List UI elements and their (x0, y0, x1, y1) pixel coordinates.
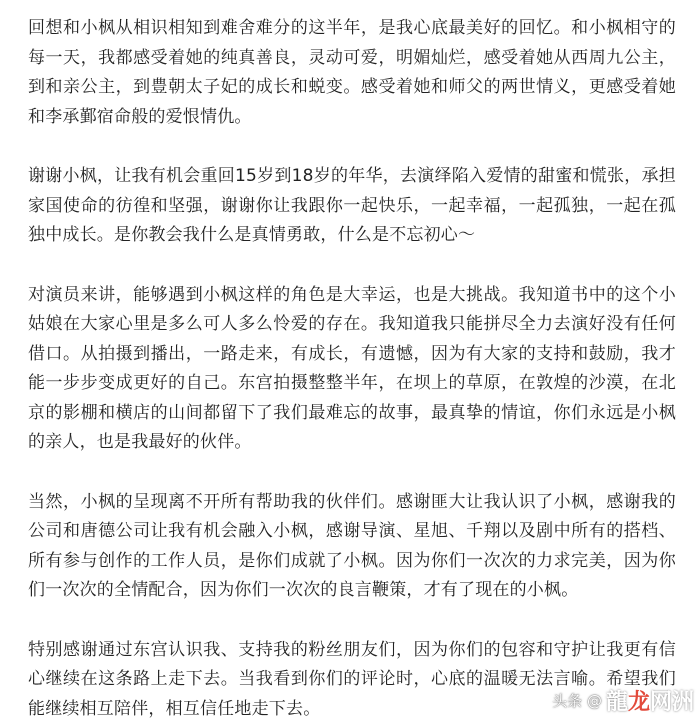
watermark-prefix: 头条 @ (552, 692, 602, 710)
paragraph-2: 谢谢小枫，让我有机会重回15岁到18岁的年华，去演绎陷入爱情的甜蜜和慌张，承担家国使命的彷徨和坚强，谢谢你让我跟你一起快乐，一起幸福，一起孤独，一起在孤独中成长。是你教会我什么是真情勇敢，什么是不忘初心～ (28, 166, 676, 245)
paragraph-1: 回想和小枫从相识相知到难舍难分的这半年，是我心底最美好的回忆。和小枫相守的每一天，我都感受着她的纯真善良，灵动可爱，明媚灿烂，感受着她从西周九公主，到和亲公主，到豊朝太子妃的成长和蜕变。感受着她和师父的两世情义，更感受着她和李承鄞宿命般的爱恨情仇。 (28, 18, 676, 127)
article-body (28, 14, 676, 720)
watermark-site-a: 龍 (605, 690, 628, 715)
watermark-site-c: 网洲 (649, 690, 694, 715)
paragraph-5: 特别感谢通过东宫认识我、支持我的粉丝朋友们，因为你们的包容和守护让我更有信心继续在这条路上走下去。当我看到你们的评论时，心底的温暖无法言喻。希望我们能继续相互陪伴，相互信任地走下去。 (28, 639, 676, 719)
paragraph-3: 对演员来讲，能够遇到小枫这样的角色是大幸运，也是大挑战。我知道书中的这个小姑娘在大家心里是多么可人多么怜爱的存在。我知道我只能拼尽全力去演好没有任何借口。从拍摄到播出，一路走来，有成长，有遗憾，因为有大家的支持和鼓励，我才能一步步变成更好的自己。东宫拍摄整整半年，在坝上的草原，在敦煌的沙漠，在北京的影棚和横店的山间都留下了我们最难忘的故事，最真挚的情谊，你们永远是小枫的亲人，也是我最好的伙伴。 (28, 284, 676, 452)
paragraph-4: 当然，小枫的呈现离不开所有帮助我的伙伴们。感谢匪大让我认识了小枫，感谢我的公司和唐德公司让我有机会融入小枫，感谢导演、星旭、千翔以及剧中所有的搭档、所有参与创作的工作人员，是你们成就了小枫。因为你们一次次的力求完美，因为你们一次次的全情配合，因为你们一次次的良言鞭策，才有了现在的小枫。 (28, 491, 676, 600)
watermark-site-b: 龙 (627, 690, 650, 715)
